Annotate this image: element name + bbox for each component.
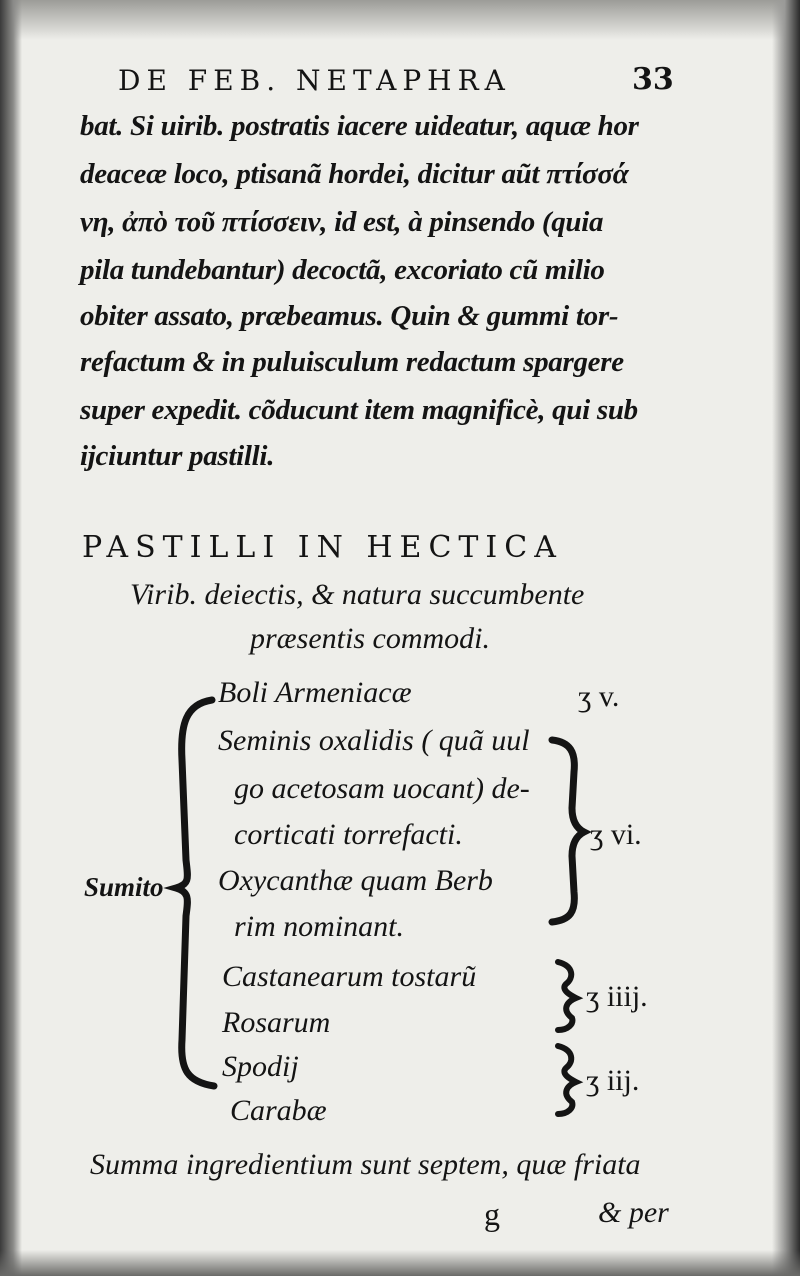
closing-line: Summa ingredientium sunt septem, quæ friata: [90, 1148, 641, 1181]
ingredient-line: Seminis oxalidis ( quã uul: [218, 724, 530, 757]
catchword: & per: [598, 1196, 669, 1229]
small-brace: [558, 1046, 576, 1114]
dose-label: ʒ vi.: [590, 818, 642, 851]
body-line: pila tundebantur) decoctã, excoriato cũ milio: [80, 254, 605, 286]
dose-label: ʒ iij.: [586, 1064, 640, 1097]
body-line: refactum & in puluisculum redactum spargere: [80, 346, 624, 378]
main-brace: [176, 700, 214, 1086]
body-line: νη, ἀπὸ τοῦ πτίσσειν, id est, à pinsendo (quia: [80, 206, 604, 238]
ingredient-line: Boli Armeniacæ: [218, 676, 412, 709]
ingredient-line: go acetosam uocant) de-: [234, 772, 530, 805]
right-brace: [552, 740, 584, 922]
ingredient-line: Oxycanthæ quam Berb: [218, 864, 493, 897]
body-line: deaceæ loco, ptisanã hordei, dicitur aũt πτίσσά: [80, 158, 629, 190]
ingredient-line: Castanearum tostarũ: [222, 960, 477, 993]
dose-label: ʒ v.: [578, 680, 620, 713]
page-number: 33: [632, 62, 674, 97]
section-subtitle: Virib. deiectis, & natura succumbente: [130, 578, 585, 611]
section-title: PASTILLI IN HECTICA: [82, 530, 563, 565]
ingredient-line: rim nominant.: [234, 910, 405, 943]
recipe-verb: Sumito: [84, 872, 164, 902]
ingredient-line: Rosarum: [222, 1006, 331, 1039]
running-title: DE FEB. NETAPHRA: [118, 64, 511, 97]
signature-mark: g: [484, 1196, 500, 1232]
ingredient-line: corticati torrefacti.: [234, 818, 463, 851]
body-line: obiter assato, præbeamus. Quin & gummi tor-: [80, 300, 619, 332]
body-line: super expedit. cõducunt item magnificè, qui sub: [80, 394, 638, 426]
body-line: bat. Si uirib. postratis iacere uideatur, aquæ hor: [80, 110, 639, 142]
ingredient-line: Spodij: [222, 1050, 299, 1083]
body-line: ijciuntur pastilli.: [80, 440, 275, 472]
dose-label: ʒ iiij.: [586, 980, 648, 1013]
section-subtitle: præsentis commodi.: [250, 622, 490, 655]
ingredient-line: Carabæ: [230, 1094, 327, 1127]
small-brace: [558, 962, 576, 1030]
